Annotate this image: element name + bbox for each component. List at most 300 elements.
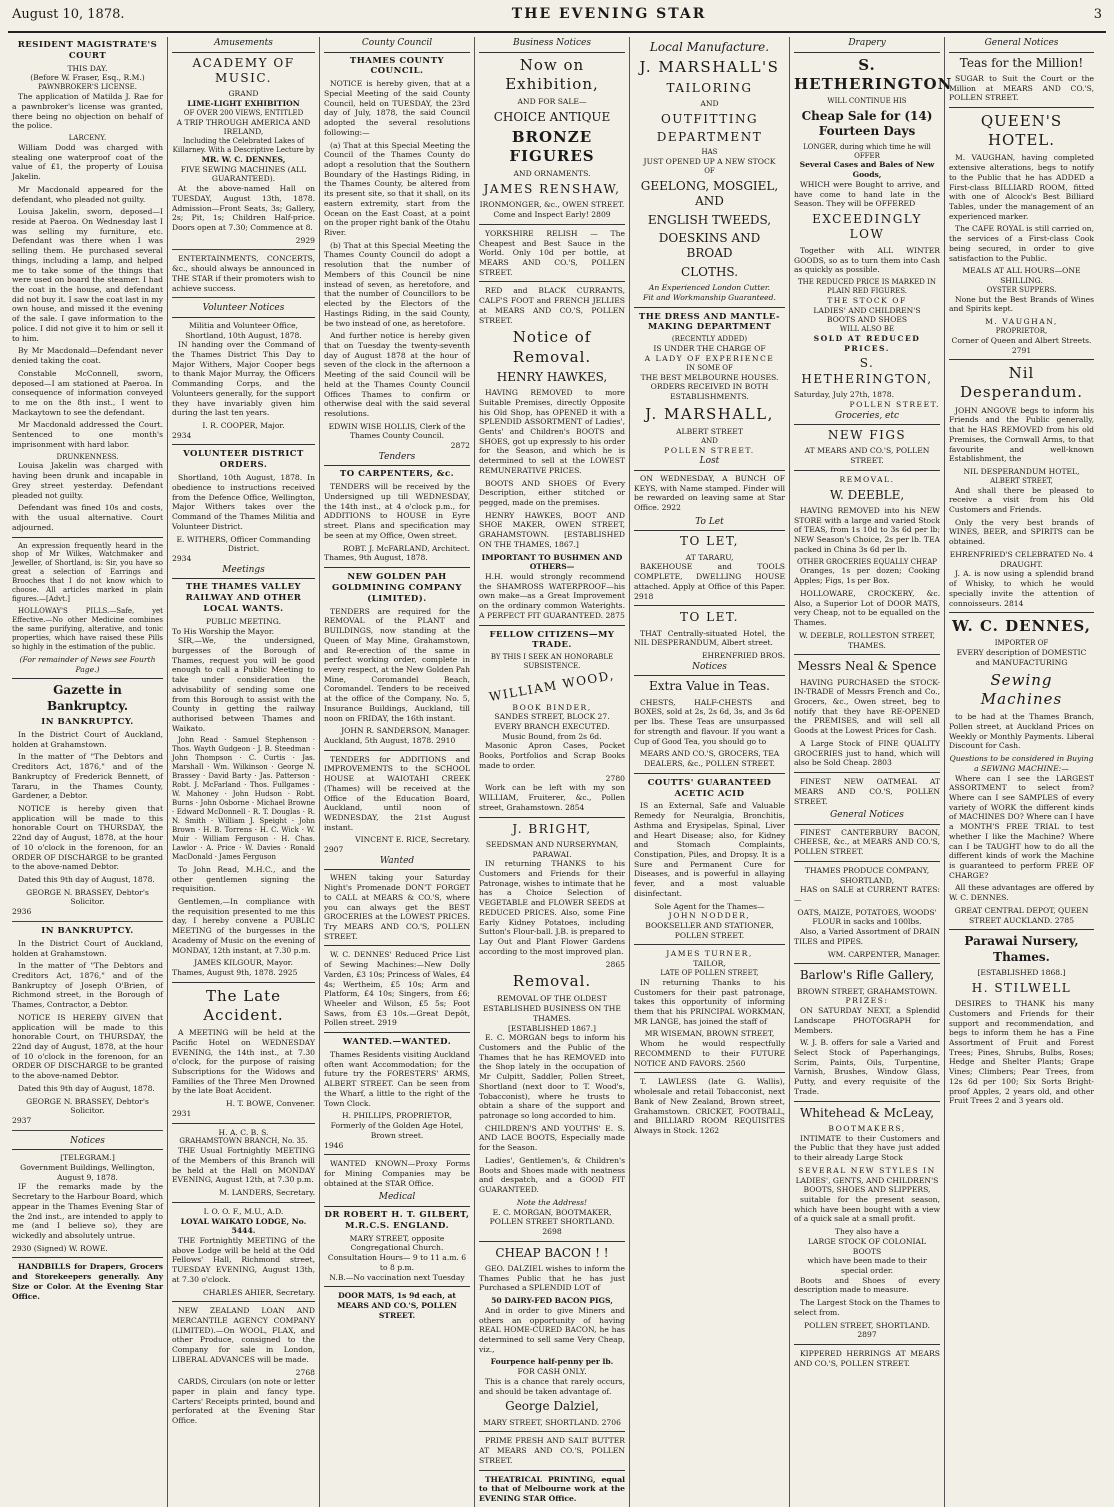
para: Dated this 9th day of August, 1878.	[18, 875, 155, 885]
signature: GEORGE N. BRASSEY, Debtor's Solicitor.	[26, 1096, 149, 1116]
para: TENDERS will be received by the Undersigned up till WEDNESDAY, the 14th inst., at 4 o'clock p.m., for ADDITIONS to HOUSE in Eyre street. Plans and specification may be seen at my Office, Owen street.	[324, 482, 470, 540]
ad-title: VOLUNTEER DISTRICT ORDERS.	[183, 449, 304, 471]
ad-line: A TRIP THROUGH AMERICA AND IRELAND,	[176, 117, 311, 137]
para: All these advantages are offered by W. C. DENNES.	[949, 883, 1094, 903]
ad-line: JOHN NODDER,	[668, 911, 751, 921]
ad-line: DOOR MATS, 1s 9d each, at MEARS AND CO.'S, POLLEN STREET.	[336, 1291, 457, 1320]
ad-number: 2936	[12, 907, 32, 917]
ad-line: MEARS AND CO.'S, GROCERS, TEA DEALERS, &c., POLLEN STREET.	[639, 749, 780, 768]
ad-line: Several Cases and Bales of New Goods,	[799, 160, 935, 180]
heading-pawnbroker: PAWNBROKER'S LICENSE.	[37, 83, 137, 92]
section-wanted: Wanted	[324, 855, 470, 871]
para: THE Fortnightly MEETING of the above Lodge will be held at the Odd Fellows' Hall, Richmond street, TUESDAY EVENING, August 13th, at 7.30 o'clock.	[172, 1235, 315, 1284]
page-number: 3	[1093, 7, 1102, 22]
ad-title: NEW GOLDEN PAH GOLDMINING COMPANY (LIMITED).	[332, 572, 462, 604]
para: Mr Macdonald addressed the Court. Sentenced to one month's imprisonment with hard labor.	[12, 420, 163, 449]
section-business: Business Notices	[479, 37, 625, 53]
divider	[949, 612, 1094, 613]
para: Louisa Jakelin, sworn, deposed—I reside at Paeroa. On Wednesday last I was selling my furniture, etc. Defendant was there when I was selling them. He purchased several things, including a lamp, and helped me to take some of the things that were used on board the steamer. I had the coat in the house, and defendant did not buy it. I saw the coat last in my own house, and missed it the evening of the sale. I gave information to the police. I did not give it to him or sell it to him.	[12, 207, 163, 343]
section-tenders: Tenders	[324, 451, 470, 467]
ad-line: LONGER, during which time he will OFFER	[803, 142, 931, 160]
ad-title: DR ROBERT H. T. GILBERT, M.R.C.S. ENGLAND.	[324, 1209, 470, 1231]
ad-title: S. HETHERINGTON	[794, 55, 953, 93]
telegram-sign: 2930 (Signed) W. ROWE.	[12, 1243, 108, 1253]
divider	[479, 281, 625, 282]
ad-title: I. O. O. F., M.U., A.D.	[203, 1206, 284, 1216]
ad-line: ENGLISH TWEEDS,	[647, 212, 772, 227]
signature: JAMES KILGOUR, Mayor.	[194, 958, 293, 968]
ad-line: Sole Agent for the Thames—	[654, 901, 765, 911]
ad-line: PUBLIC MEETING.	[205, 616, 281, 626]
para: The Largest Stock on the Thames to select from.	[794, 1298, 940, 1317]
ad-line: SANDES STREET, BLOCK 27.	[494, 712, 610, 722]
para: BAKEHOUSE and TOOLS COMPLETE, DWELLING HOUSE attached. Apply at Office of this Paper. 2918	[634, 562, 785, 601]
ad-title: Removal.	[512, 972, 592, 991]
ad-title: J. BRIGHT,	[512, 821, 592, 836]
para: CHESTS, HALF-CHESTS and BOXES, sold at 2s, 2s 6d, 3s, and 3s 6d per lbs. These Teas are unsurpassed for strength and flavour. If you want a Cup of Good Tea, you should go to	[634, 697, 785, 746]
divider	[12, 1257, 163, 1258]
ad-line: DEPARTMENT	[656, 129, 763, 144]
section-general-notices: General Notices	[949, 37, 1094, 53]
ad-line: IN SOME OF	[686, 363, 733, 372]
ad-line: GEELONG, MOSGIEL, AND	[640, 178, 779, 209]
ad-title: Teas for the Million!	[959, 55, 1084, 70]
ad-title: JAMES RENSHAW,	[483, 182, 621, 197]
ad-line: PROPRIETOR,	[995, 326, 1048, 335]
ad-line: AT MEARS AND CO.'S, POLLEN STREET.	[804, 446, 930, 466]
ad-line: AND	[700, 98, 719, 108]
ad-line: WILL CONTINUE HIS	[827, 96, 907, 105]
para: And in order to give Miners and others an opportunity of having REAL HOME-CURED BACON, he has determined to sell same Very Cheap, viz.,	[479, 1305, 625, 1354]
ad-line: [ESTABLISHED 1868.]	[977, 968, 1066, 977]
divider	[479, 625, 625, 626]
telegram-place: Government Buildings, Wellington, August 9, 1878.	[20, 1162, 155, 1182]
ad-line: ALBERT STREET,	[990, 476, 1053, 485]
ad-line: Questions to be considered in Buying a SEWING MACHINE:—	[949, 754, 1094, 773]
ad-line: They also have a	[834, 1227, 900, 1237]
divider	[172, 982, 315, 983]
ad-title: Local Manufacture.	[649, 40, 770, 54]
ad-line: SOLD AT REDUCED PRICES.	[813, 333, 921, 353]
para: RED and BLACK CURRANTS, CALF'S FOOT and FRENCH JELLIES at MEARS AND CO.'S, POLLEN STREET.	[479, 286, 625, 325]
ad-line: MARY STREET, opposite Congregational Church.	[349, 1233, 445, 1253]
ad-line: OF OVER 200 VIEWS, ENTITLED	[183, 108, 304, 117]
ad-number: 2780	[605, 773, 625, 783]
signatories: John Read · Samuel Stephenson · Thos. Wayth Gudgeon · J. B. Steedman · John Thompson · C. Curtis · Jas. Marshall · Wm. Wilkinson · George N. Brassey · David Barty · Jas. Patterson · Robt. J. McFarland · Thos. Fullgames · W. Mahoney · John Hudson · Robt. Burns · John Osborne · Michael Browne · Edward McDonnell · R. T. Douglas · R. N. Smith · William J. Speight · John Brown · H. B. Torrens · H. C. Wick · W. Muir · William Ferguson · H. Chas. Lawlor · A. Price · W. Davies · Ronald MacDonald · James Ferguson	[172, 736, 315, 861]
para: In the matter of "The Debtors and Creditors Act, 1876," and of the Bankruptcy of Frederick Bennett, of Tararu, in the Thames County, Gardener, a Debtor.	[12, 752, 163, 801]
ad-line: TAILOR,	[693, 959, 726, 969]
section-groceries: Groceries, etc	[794, 410, 940, 426]
para: HAS on SALE at CURRENT RATES:—	[794, 885, 940, 905]
telegram-heading: [TELEGRAM.]	[60, 1153, 115, 1163]
masthead	[8, 6, 1106, 33]
ad-title: TO CARPENTERS, &c.	[339, 469, 455, 480]
divider	[12, 678, 163, 679]
para: suitable for the present season, which have been bought with a view of a quick sale at a small profit.	[794, 1195, 940, 1224]
divider	[949, 107, 1094, 108]
para: The application of Matilda J. Rae for a pawnbroker's license was granted, there being no objection on behalf of the police.	[12, 92, 163, 131]
para: THEATRICAL PRINTING, equal to that of Melbourne work at the EVENING STAR Office.	[479, 1474, 625, 1504]
ad-title: FELLOW CITIZENS—MY TRADE.	[489, 629, 615, 651]
divider	[324, 1286, 470, 1287]
divider	[172, 1202, 315, 1203]
para: GEO. DALZIEL wishes to inform the Thames Public that he has just Purchased a SPLENDID LOT of	[479, 1264, 625, 1293]
ad-line: S. HETHERINGTON,	[801, 356, 933, 386]
para: In the District Court of Auckland, holden at Grahamstown.	[12, 938, 163, 958]
ad-line: WILLIAM WOOD,	[488, 668, 616, 705]
para: Oranges, 1s per dozen; Cooking Apples; Figs, 1s per Box.	[794, 566, 940, 586]
remainder-note: (For remainder of News see Fourth Page.)	[19, 654, 156, 674]
divider	[794, 654, 940, 655]
ad-line: Sewing Machines	[980, 670, 1063, 708]
para: ENTERTAINMENTS, CONCERTS, &c., should always be announced in THE STAR if their promoters wish to achieve success.	[172, 254, 315, 298]
ad-line: An Experienced London Cutter.	[648, 283, 771, 293]
ad-line: GRAHAMSTOWN BRANCH, No. 35.	[179, 1137, 308, 1146]
para: HOLLOWARE, CROCKERY, &c. Also, a Superior Lot of DOOR MATS, very Cheap, not to be equalled on the Thames.	[794, 588, 940, 628]
ad-line: IMPORTER OF	[994, 639, 1049, 648]
column-7	[945, 37, 1098, 1507]
signature: EDWIN WISE HOLLIS, Clerk of the Thames County Council.	[328, 421, 466, 441]
ad-title: THE THAMES VALLEY RAILWAY AND OTHER LOCAL WANTS.	[185, 582, 302, 614]
column-5	[630, 37, 790, 1507]
ad-line: EXCEEDINGLY LOW	[812, 212, 922, 242]
para: And further notice is hereby given that on Tuesday the twenty-seventh day of August 1878 at the hour of seven of the clock in the afternoon a Meeting of the said Council will be held at the Thames County Council Offices Thames to confirm or otherwise deal with the said several resolutions.	[324, 331, 470, 418]
para: Masonic Apron Cases, Pocket Books, Portfolios and Scrap Books made to order.	[479, 741, 625, 770]
ad-line: THE REDUCED PRICE IS MARKED IN PLAIN RED FIGURES.	[797, 277, 937, 295]
ad-title: TO LET.	[680, 610, 739, 625]
para: By Mr Macdonald—Defendant never denied taking the coat.	[12, 346, 163, 366]
para: A Large Stock of FINE QUALITY GROCERIES just to hand, which will also be Sold Cheap. 2803	[794, 738, 940, 768]
section-volunteer: Volunteer Notices	[172, 302, 315, 318]
ad-line: [ESTABLISHED 1867.]	[507, 1023, 597, 1033]
para: FINEST CANTERBURY BACON, CHEESE, &c., at MEARS AND CO.'S, POLLEN STREET.	[794, 827, 940, 857]
ad-line: EVERY description of DOMESTIC and MANUFACTURING	[956, 648, 1087, 668]
ad-title: WANTED.—WANTED.	[342, 1037, 452, 1048]
ad-line: Fit and Workmanship Guaranteed.	[643, 292, 776, 302]
ad-line: MARY STREET, SHORTLAND. 2706	[483, 1417, 621, 1427]
ad-line: LADIES', GENTS, AND CHILDREN'S BOOTS, SHOES AND SLIPPERS,	[795, 1175, 939, 1195]
ad-line: J. MARSHALL'S	[639, 58, 780, 77]
ad-line: BRONZE FIGURES	[509, 127, 595, 166]
para: Work can be left with my son WILLIAM, Fruiterer, &c., Pollen street, Grahamstown. 2854	[479, 783, 625, 812]
ad-line: POLLEN STREET, SHORTLAND. 2897	[804, 1320, 930, 1340]
section-notices: Notices	[634, 661, 785, 677]
newspaper-title: THE EVENING STAR	[511, 6, 707, 22]
divider	[324, 750, 470, 751]
ad-line: BOOTMAKERS,	[828, 1123, 906, 1133]
ad-line: AND FOR SALE—	[517, 96, 587, 106]
para: Defendant was fined 10s and costs, with the usual alternative. Court adjourned.	[12, 503, 163, 532]
ad-title: Now on Exhibition,	[505, 55, 599, 93]
ad-line: W. DEEBLE, ROLLESTON STREET, THAMES.	[798, 630, 936, 650]
ad-title: The Late Accident.	[203, 986, 284, 1024]
ad-line: EVERY BRANCH EXECUTED.	[494, 722, 610, 732]
ad-number: 2937	[12, 1116, 32, 1126]
ad-line: 50 DAIRY-FED BACON PIGS,	[491, 1296, 613, 1306]
ad-line: IRONMONGER, &c., OWEN STREET.	[479, 200, 625, 210]
ad-line: HENRY HAWKES,	[496, 369, 608, 384]
bankruptcy-notice-2	[12, 926, 163, 1131]
para: DESIRES to THANK his many Customers and Friends for their support and recommendation, and begs to inform them he has a Fine Assortment of Fruit and Forest Trees; Pines, Shrubs, Bulbs, Roses; Hedge and Shelter Plants; Grape Vines; Climbers; Pear Trees, from 12s 6d per 100; Six Sorts Bright-proof Apples, 2 years old, and other Fruit Trees 2 and 3 years old.	[949, 999, 1094, 1106]
para: Boots and Shoes of every description made to measure.	[794, 1275, 940, 1295]
divider	[794, 1101, 940, 1102]
para: W. J. B. offers for sale a Varied and Select Stock of Paperhangings, Scrim, Paints, Oils, Turpentine, Varnish, Brushes, Window Glass, Putty, and every requisite of the Trade.	[794, 1038, 940, 1096]
section-amusements: Amusements	[172, 37, 315, 53]
ad-line: MR WISEMAN, BROWN STREET,	[644, 1029, 775, 1039]
ad-title: THAMES COUNTY COUNCIL.	[349, 55, 445, 77]
para: Together with ALL WINTER GOODS, so as to turn them into Cash as quickly as possible.	[794, 245, 940, 275]
ad-line: Come and Inspect Early! 2809	[493, 210, 611, 220]
divider	[634, 307, 785, 308]
signature: CHARLES AHIER, Secretary.	[202, 1287, 315, 1297]
ad-line: TAILORING	[666, 80, 753, 95]
divider	[324, 945, 470, 946]
ad-title: Nil Desperandum.	[959, 364, 1084, 402]
ad-line: ORDERS RECEIVED IN BOTH ESTABLISHMENTS.	[650, 382, 769, 402]
para: (b) That at this Special Meeting the Thames County Council do adopt a resolution that the number of Members of this Council be nine instead of seven, as heretofore, and that the number of Councillors to be elected by the Electors of the Hastings Riding, in the said County, be two instead of one, as heretofore.	[324, 240, 470, 328]
ad-title: JAMES TURNER,	[666, 949, 753, 959]
ad-title: Whitehead & McLeay,	[799, 1105, 935, 1120]
section-lost: Lost	[634, 455, 785, 471]
divider	[172, 444, 315, 445]
divider	[794, 772, 940, 773]
ad-line: Fourpence half-penny per lb.	[490, 1357, 614, 1367]
signature: GEORGE N. BRASSEY, Debtor's Solicitor.	[26, 887, 149, 907]
ad-title: NEW FIGS	[827, 428, 907, 443]
ad-line: BROWN STREET, GRAHAMSTOWN.	[796, 986, 938, 996]
gazette-heading: Gazette in Bankruptcy.	[46, 683, 129, 713]
para: The CAFE ROYAL is still carried on, the services of a First-class Cook being secured, in order to give satisfaction to the Public.	[949, 224, 1094, 263]
para: YORKSHIRE RELISH — The Cheapest and Best Sauce in the World. Only 10d per bottle, at MEARS AND CO.'S, POLLEN STREET.	[479, 228, 625, 277]
ad-line: E. C. MORGAN, BOOTMAKER, POLLEN STREET SHORTLAND. 2698	[489, 1207, 615, 1236]
divider	[479, 1470, 625, 1471]
para: ON WEDNESDAY, A BUNCH OF KEYS, with Name stamped. Finder will be rewarded on leaving same at Star Office. 2922	[634, 473, 785, 513]
ad-line: LADIES' AND CHILDREN'S	[813, 305, 921, 315]
ad-line: LARGE STOCK OF COLONIAL BOOTS	[807, 1236, 927, 1256]
ad-line: GRAND	[228, 89, 259, 99]
ad-line: OUTFITTING	[660, 111, 759, 126]
signature: I. R. COOPER, Major.	[202, 421, 285, 431]
signature: E. WITHERS, Officer Commanding District.	[176, 534, 311, 554]
para: An expression frequently heard in the shop of Mr Wilkes, Watchmaker and Jeweller, of Shortland, is: Sir, you have so great a selection of Earrings and Brooches that I do not know which to choose. All articles marked in plain figures.—[Advt.]	[12, 541, 163, 604]
section-general-notices: General Notices	[794, 809, 940, 825]
divider	[12, 537, 163, 538]
divider	[324, 567, 470, 568]
ad-line: Including the Celebrated Lakes of Killarney. With a Descriptive Lecture by	[172, 137, 315, 155]
ad-line: IMPORTANT TO BUSHMEN AND OTHERS—	[481, 552, 623, 572]
para: HENRY HAWKES, BOOT AND SHOE MAKER, OWEN STREET, GRAHAMSTOWN. [ESTABLISHED ON THE THAMES, 1867.]	[479, 510, 625, 549]
para: NOTICE is hereby given, that at a Special Meeting of the said County Council, held on TUESDAY, the 23rd day of July, 1878, the said Council adopted the several resolutions following:—	[324, 79, 470, 137]
ad-line: LATE OF POLLEN STREET,	[660, 968, 759, 977]
ad-number: 2934	[172, 553, 192, 563]
para: Also, a Varied Assortment of DRAIN TILES and PIPES.	[794, 927, 940, 946]
ad-line: POLLEN STREET.	[849, 399, 940, 409]
issue-date: August 10, 1878.	[12, 7, 125, 22]
ad-line: Note the Address!	[516, 1197, 588, 1207]
section-meetings: Meetings	[172, 564, 315, 580]
divider	[949, 359, 1094, 360]
para: THE Usual Fortnightly MEETING of the Members of this Branch will be held at the Hall on MONDAY EVENING, August 12th, at 7.30 p.m.	[172, 1146, 315, 1185]
ad-line: AND ORNAMENTS.	[513, 169, 591, 179]
ad-line: W. DEEBLE,	[829, 487, 905, 502]
section-notices: Notices	[12, 1135, 163, 1151]
ad-line: BOOK BINDER,	[512, 702, 592, 712]
signature: ROBT. J. McFARLAND, Architect.	[342, 543, 470, 553]
ad-line: BY THIS I SEEK AN HONORABLE SUBSISTENCE.	[490, 653, 614, 671]
ad-line: THE BEST MELBOURNE HOUSES.	[640, 372, 779, 382]
para: In the District Court of Auckland, holden at Grahamstown.	[12, 729, 163, 749]
para: Thames Residents visiting Auckland often want Accommodation; for the future try the FORESTERS' ARMS, ALBERT STREET. Can be seen from the Wharf, a little to the right of the Town Clock.	[324, 1050, 470, 1108]
divider	[479, 1431, 625, 1432]
divider	[634, 605, 785, 606]
ad-line: FIVE SEWING MACHINES (ALL GUARANTEED).	[180, 164, 307, 184]
para: TENDERS are required for the REMOVAL of the PLANT and BUILDINGS, now standing at the Queen of May Mine, Grahamstown, and Re-erection of the same in perfect working order, complete in every respect, at the New Golden Pah Mine, Coromandel Beach, Coromandel. Tenders to be received at the office of the Company, No. 5, Insurance Buildings, Auckland, till noon on FRIDAY, the 16th instant.	[324, 606, 470, 723]
ad-title: H. A. C. B. S.	[218, 1127, 269, 1137]
ad-title: W. C. DENNES,	[952, 617, 1091, 636]
court-title: RESIDENT MAGISTRATE'S COURT	[17, 40, 158, 61]
section-to-let: To Let	[634, 516, 785, 532]
ad-line: THE STOCK OF	[827, 295, 907, 305]
ad-number: 2907	[324, 845, 344, 855]
para: None but the Best Brands of Wines and Spirits kept.	[949, 294, 1094, 314]
ad-line: OF	[704, 167, 715, 176]
ad-line: AND	[701, 436, 718, 445]
ad-line: To His Worship the Mayor.	[172, 626, 275, 636]
ad-line: OYSTER SUPPERS.	[986, 285, 1057, 294]
para: At the above-named Hall on TUESDAY, August 13th, 1878. Admission—Front Seats, 3s; Gallery, 2s; Pit, 1s; Children Half-price. Doors open at 7.30; Commence at 8.	[172, 184, 315, 232]
para: BOOTS AND SHOES Of Every Description, either stitched or pegged, made on the premises.	[479, 478, 625, 507]
para: KIPPERED HERRINGS AT MEARS AND CO.'S, POLLEN STREET.	[794, 1349, 940, 1368]
para: PRIME FRESH AND SALT BUTTER AT MEARS AND CO.'S, POLLEN STREET.	[479, 1436, 625, 1465]
para: Constable McConnell, sworn, deposed—I am stationed at Paeroa. In consequence of information conveyed to me on the 8th inst., I went to Mackaytown to see the defendant.	[12, 368, 163, 417]
ad-line: A LADY OF EXPERIENCE	[644, 353, 775, 363]
ad-title: THE DRESS AND MANTLE-MAKING DEPARTMENT	[638, 311, 781, 333]
ad-line: MR. W. C. DENNES,	[201, 154, 286, 164]
para: J. A. is now using a splendid brand of Whisky, to which he would specially invite the attention of connoisseurs. 2814	[949, 569, 1094, 608]
academy-ad	[172, 56, 315, 251]
ad-line: SEVERAL NEW STYLES IN	[798, 1165, 936, 1175]
divider	[794, 470, 940, 471]
bankruptcy-heading: IN BANKRUPTCY.	[41, 717, 134, 728]
ad-line: EHRENFRIED'S CELEBRATED No. 4 DRAUGHT.	[949, 549, 1094, 569]
divider	[634, 773, 785, 774]
ad-line: IS UNDER THE CHARGE OF	[653, 344, 766, 354]
ad-number: 2865	[605, 959, 625, 969]
para: And shall there be pleased to receive a visit from his Old Customers and Friends.	[949, 485, 1094, 515]
ad-number: 2872	[450, 441, 470, 451]
ad-line: H. STILWELL	[971, 980, 1072, 995]
ad-title: Barlow's Rifle Gallery,	[799, 968, 935, 983]
ad-line: DOESKINS AND BROAD	[658, 231, 761, 261]
column-1	[8, 37, 168, 1507]
ad-line: OATS, MAIZE, POTATOES, WOODS' FLOUR in sacks and 100lbs.	[797, 907, 937, 927]
ad-line: CHOICE ANTIQUE	[493, 109, 611, 124]
ad-line: Music Bound, from 2s 6d.	[502, 731, 602, 741]
ad-number: 2929	[295, 235, 315, 245]
para: to be had at the Thames Branch, Pollen street, at Auckland Prices on Weekly or Monthly Payments. Liberal Discount for Cash.	[949, 712, 1094, 751]
para: (a) That at this Special Meeting the Council of the Thames County do adopt a resolution that the Southern Boundary of the Hastings Riding, in the Thames County, be altered from its present site, so that it shall, on its eastern extremity, start from the Ocean on the East Coast, at a point on the proper right bank of the Otahu River.	[324, 140, 470, 238]
ad-line: Consultation Hours— 9 to 11 a.m. 6 to 8 p.m.	[327, 1253, 467, 1272]
ad-line: GREAT CENTRAL DEPOT, QUEEN STREET AUCKLAND. 2785	[954, 905, 1089, 925]
divider	[172, 1123, 315, 1124]
ad-line: HAS	[701, 148, 718, 157]
para: ON SATURDAY NEXT, a Splendid Landscape PHOTOGRAPH for Members.	[794, 1006, 940, 1035]
para: WHEN taking your Saturday Night's Promenade DON'T FORGET to CALL at MEARS & CO.'S, where you can always get the BEST GROCERIES at the LOWEST PRICES. Try MEARS AND CO.'S, POLLEN STREET.	[324, 873, 470, 941]
section-medical: Medical	[324, 1191, 470, 1207]
divider	[479, 817, 625, 818]
para: IS an External, Safe and Valuable Remedy for Neuralgia, Bronchitis, Asthma and Erysipelas, Spinal, Liver and Heart Disease; also, for Kidney and Stomach Complaints, Constipation, Piles, and Dropsy. It is a Sure and Permanent Cure for Diseases, and is powerful in allaying fever, and a most valuable disinfectant.	[634, 801, 785, 898]
para: Only the very best brands of WINES, BEER, and SPIRITS can be obtained.	[949, 517, 1094, 547]
divider	[634, 1072, 785, 1073]
para: IN returning THANKS to his Customers and Friends for their Patronage, wishes to intimate that he has a Choice Selection of VEGETABLE and FLOWER SEEDS at REDUCED PRICES. Also, some Fine Early Kidney Potatoes, including Sutton's Flour-ball. J.B. is prepared to Lay Out and Plant Flower Gardens according to the most improved plan.	[479, 859, 625, 956]
ad-line: (RECENTLY ADDED)	[671, 335, 748, 344]
ad-number: 2931	[172, 1108, 192, 1118]
para: E. C. MORGAN begs to inform his Customers and the Public of the Thames that he has REMOVED into the Shop lately in the occupation of Mr Culpitt, Saddler, Pollen Street, Shortland (next door to T. Wood's, Tobacconist), where he trusts to obtain a share of the support and patronage so long accorded to him.	[479, 1033, 625, 1121]
divider	[479, 224, 625, 225]
para: IN returning Thanks to his Customers for their past patronage, takes this opportunity of informing them that his PRINCIPAL WORKMAN, MR LANGE, has joined the staff of	[634, 977, 785, 1026]
para: W. C. DENNES' Reduced Price List of Sewing Machines:—New Dolly Varden, £3 10s; Princess of Wales, £4 4s; Wertheim, £5 10s; Arm and Platform, £4 10s; Singers, from £6; Wheeler and Wilson, £5 5s; Foot Saws, from £3 10s.—Great Depôt, Pollen street. 2919	[324, 950, 470, 1028]
ad-line: NIL DESPERANDUM HOTEL,	[963, 466, 1080, 476]
para: IN handing over the Command of the Thames District This Day to Major Withers, Major Cooper begs to thank Major Murray, the Officers Commanding Corps, and the Volunteers generally, for the support they have invariably given him during the last ten years.	[172, 340, 315, 418]
para: SIR,—We, the undersigned, burgesses of the Borough of Thames, request you will be good enough to call a Public Meeting to take under consideration the advisability of sending some one from this Borough to assist with the County in getting the railway authorised between Thames and Waikato.	[172, 636, 315, 733]
para: Shortland, 10th August, 1878. In obedience to instructions received from the Defence Office, Wellington, Major Withers takes over the Command of the Thames Militia and Volunteer District.	[172, 473, 315, 531]
ad-title: CHEAP BACON ! !	[495, 1245, 609, 1260]
para: WANTED KNOWN—Proxy Forms for Mining Companies may be obtained at the STAR Office.	[324, 1159, 470, 1188]
ad-line: Saturday, July 27th, 1878.	[794, 390, 895, 400]
ad-title: QUEEN'S HOTEL.	[980, 112, 1063, 150]
signature: VINCENT E. RICE, Secretary.	[355, 835, 470, 845]
ad-line: Corner of Queen and Albert Streets. 2791	[951, 335, 1092, 355]
para: HOLLOWAY'S PILLS.—Safe, yet Effective.—No other Medicine combines the same purifying, alterative, and tonic properties, which have raised these Pills so highly in the estimation of the public.	[12, 607, 163, 651]
para: TENDERS for ADDITIONS and IMPROVEMENTS to the SCHOOL HOUSE at WAIOTAHI CREEK (Thames) will be received at the Office of the Education Board, Auckland, until noon of WEDNESDAY, the 21st August instant.	[324, 754, 470, 832]
ad-line: SEEDSMAN AND NURSERYMAN, PARAWAI.	[485, 839, 619, 859]
ad-line: BOOKSELLER AND STATIONER, POLLEN STREET.	[645, 921, 774, 940]
para: JOHN ANGOVE begs to inform his Friends and the Public generally, that he HAS REMOVED from his old Premises, the Cornwall Arms, to that favourite and well-known Establishment, the	[949, 405, 1094, 464]
signature: WM. CARPENTER, Manager.	[827, 949, 940, 959]
para: HAVING REMOVED into his NEW STORE with a large and varied Stock of TEAS, from 1s 10d to 3s 6d per lb; NEW Season's Choice, 2s per lb. TEA packed in China 3s 6d per lb.	[794, 505, 940, 554]
ad-line: CLOTHS.	[680, 264, 739, 279]
divider	[172, 1301, 315, 1302]
signature: M. LANDERS, Secretary.	[219, 1188, 315, 1198]
ad-line: REMOVAL OF THE OLDEST ESTABLISHED BUSINESS ON THE THAMES.	[483, 994, 621, 1023]
para: H.H. would strongly recommend the SHAMROSS WATERPROOF—his own make—as a Great Improvement on the ordinary common Waterights. A PERFECT FIT GUARANTEED. 2875	[479, 572, 625, 620]
para: NOTICE IS HEREBY GIVEN that application will be made to this honorable Court, on THURSDAY, the 22nd day of August, 1878, at the hour of 10 o'clock in the forenoon, for an ORDER OF DISCHARGE to be granted to the above-named Debtor.	[12, 1012, 163, 1081]
ad-line: OTHER GROCERIES EQUALLY CHEAP	[797, 557, 937, 566]
signature: H. PHILLIPS, PROPRIETOR, Formerly of the Golden Age Hotel, Brown street.	[330, 1111, 464, 1140]
section-drapery: Drapery	[794, 37, 940, 53]
column-2	[168, 37, 320, 1507]
ad-line: LOYAL WAIKATO LODGE, No. 5444.	[180, 1216, 307, 1236]
heading-larceny: LARCENY.	[68, 134, 107, 143]
ad-title: Notice of Removal.	[512, 328, 592, 366]
ad-line: POLLEN STREET.	[664, 445, 755, 455]
ad-line: Cheap Sale for (14) Fourteen Days	[801, 108, 933, 139]
ad-title: COUTTS' GUARANTEED ACETIC ACID	[647, 777, 772, 799]
ad-line: FOR CASH ONLY.	[517, 1367, 587, 1377]
para: HANDBILLS for Drapers, Grocers and Storekeepers generally. Any Size or Color. At the Evening Star Office.	[12, 1262, 163, 1301]
ad-line: PRIZES:	[845, 996, 889, 1006]
para: CARDS, Circulars (on note or letter paper in plain and fancy type. Carters' Receipts printed, bound and perforated at the Evening Star Office.	[172, 1377, 315, 1426]
para: Ladies', Gentlemen's, & Children's Boots and Shoes made with neatness and despatch, and a GOOD FIT GUARANTEED.	[479, 1155, 625, 1195]
para: A MEETING will be held at the Pacific Hotel on WEDNESDAY EVENING, the 14th inst., at 7.30 o'clock, for the purpose of raising Subscriptions for the Widows and Families of the Three Men Drowned by the late Boat Accident.	[172, 1028, 315, 1096]
para: M. VAUGHAN, having completed extensive alterations, begs to notify to the Public that he has ADDED a First-class BILLIARD ROOM, fitted with one of Alcock's Best Billiard Tables, under the management of an experienced marker.	[949, 153, 1094, 221]
para: Louisa Jakelin was charged with having been drunk and incapable in Grey street yesterday. Defendant pleaded not guilty.	[12, 461, 163, 500]
ad-line: which have been made to their special order.	[807, 1256, 927, 1276]
column-4	[475, 37, 630, 1507]
divider	[794, 963, 940, 964]
signature: EHRENFRIED BROS.	[702, 651, 785, 661]
para: NEW ZEALAND LOAN AND MERCANTILE AGENCY COMPANY (LIMITED).—On WOOL, FLAX, and other Produce, consigned to the Company for sale in London, LIBERAL ADVANCES will be made.	[172, 1306, 315, 1364]
